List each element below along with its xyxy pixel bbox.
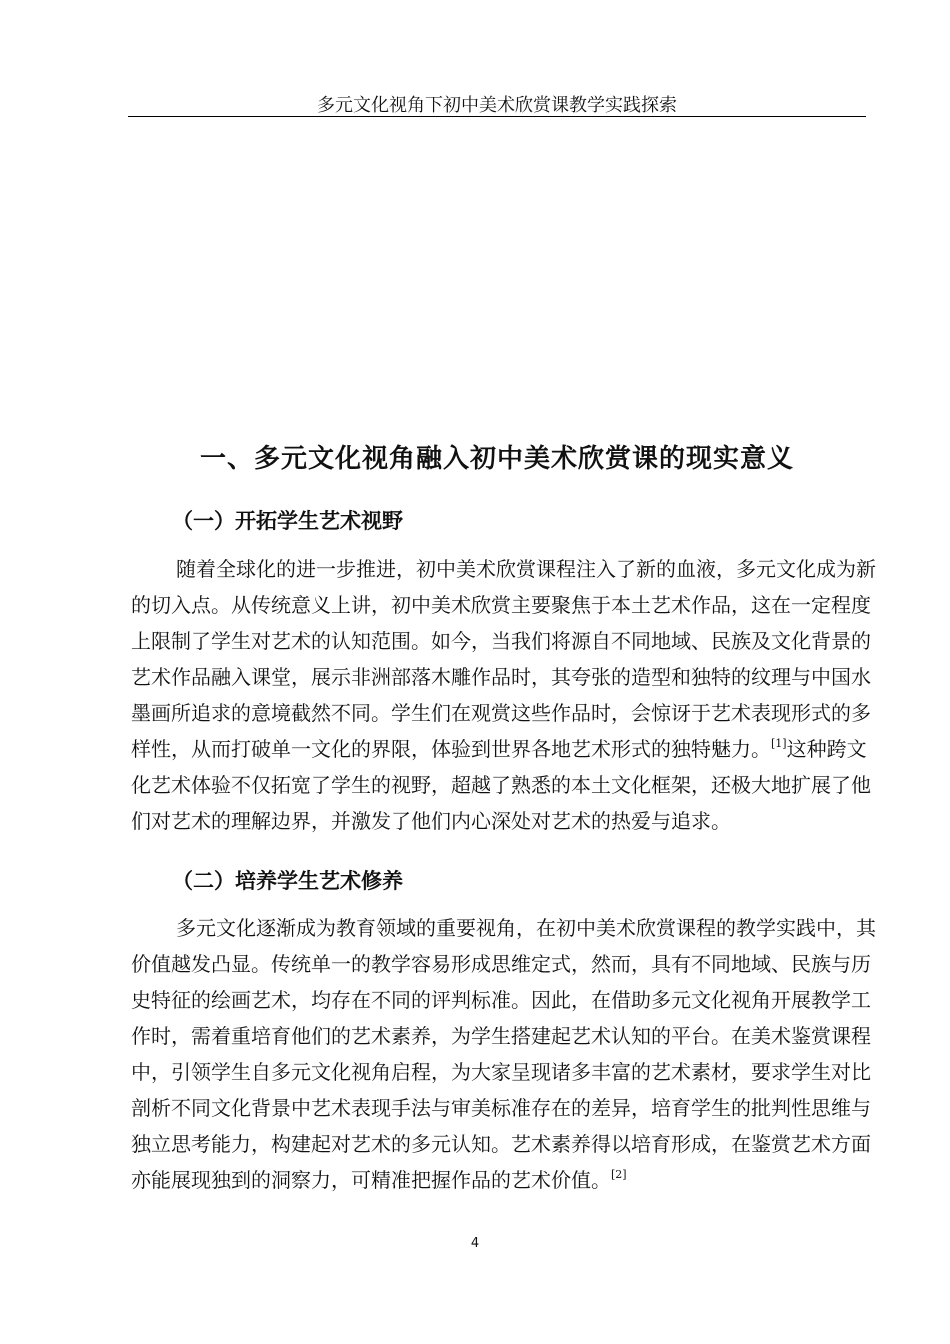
text-segment: 样性，从而打破单一文化的界限，体验到世界各地艺术形式的独特魅力。 [131,737,771,761]
text-line: 的切入点。从传统意义上讲，初中美术欣赏主要聚焦于本土艺术作品，这在一定程度 [131,593,871,617]
text-line: 中，引领学生自多元文化视角启程，为大家呈现诸多丰富的艺术素材，要求学生对比 [131,1060,871,1084]
section-title: 一、多元文化视角融入初中美术欣赏课的现实意义 [199,444,794,474]
text-line: 墨画所追求的意境截然不同。学生们在观赏这些作品时，会惊讶于艺术表现形式的多 [131,701,871,725]
text-line: 作时，需着重培育他们的艺术素养，为学生搭建起艺术认知的平台。在美术鉴赏课程 [131,1024,871,1048]
text-line [131,1162,862,1198]
text-line: 化艺术体验不仅拓宽了学生的视野，超越了熟悉的本土文化框架，还极大地扩展了他 [131,773,871,797]
text-segment: 这种跨文 [786,737,867,761]
text-line: 们对艺术的理解边界，并激发了他们内心深处对艺术的热爱与追求。 [131,809,731,833]
paragraph-2 [131,910,876,1198]
text-line: 多元文化逐渐成为教育领域的重要视角，在初中美术欣赏课程的教学实践中，其 [176,916,876,940]
running-header: 多元文化视角下初中美术欣赏课教学实践探索 [317,95,677,116]
subsection-title-2: （二）培养学生艺术修养 [172,869,403,893]
text-line: 独立思考能力，构建起对艺术的多元认知。艺术素养得以培育形成，在鉴赏艺术方面 [131,1132,871,1156]
text-line: 剖析不同文化背景中艺术表现手法与审美标准存在的差异，培育学生的批判性思维与 [131,1096,871,1120]
text-line [131,731,867,767]
text-line: 史特征的绘画艺术，均存在不同的评判标准。因此，在借助多元文化视角开展教学工 [131,988,871,1012]
text-line: 随着全球化的进一步推进，初中美术欣赏课程注入了新的血液，多元文化成为新 [176,557,876,581]
text-line: 上限制了学生对艺术的认知范围。如今，当我们将源自不同地域、民族及文化背景的 [131,629,871,653]
text-line: 价值越发凸显。传统单一的教学容易形成思维定式，然而，具有不同地域、民族与历 [131,952,871,976]
text-line: 艺术作品融入课堂，展示非洲部落木雕作品时，其夸张的造型和独特的纹理与中国水 [131,665,871,689]
subsection-title-1: （一）开拓学生艺术视野 [172,509,403,533]
citation-1: [1] [771,737,787,750]
header-rule [128,116,866,117]
paragraph-1 [131,551,876,839]
citation-2: [2] [611,1168,627,1181]
text-segment: 亦能展现独到的洞察力，可精准把握作品的艺术价值。 [131,1168,611,1192]
page-number: 4 [470,1236,480,1251]
